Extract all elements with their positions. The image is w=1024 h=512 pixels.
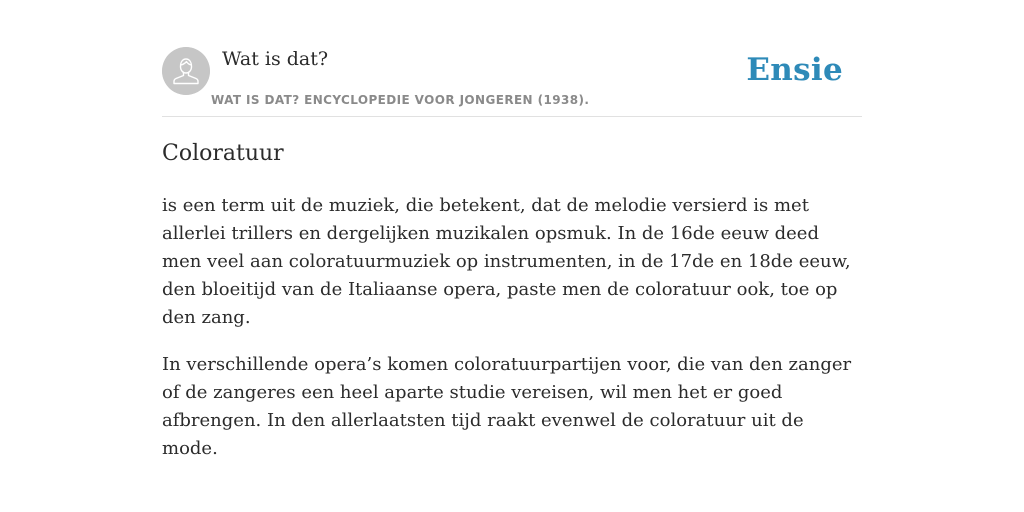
source-subtitle: WAT IS DAT? ENCYCLOPEDIE VOOR JONGEREN (1938). — [211, 93, 590, 107]
entry-paragraph: is een term uit de muziek, die betekent, dat de melodie versierd is met allerlei trillers en dergelijken muzikalen opsmuk. In de 16de eeuw deed men veel aan coloratuurmuziek op instrumenten, in de 17de en 18de eeuw, den bloeitijd van de Italiaanse opera, paste men de coloratuur ook, toe op den zang. — [162, 195, 851, 328]
avatar[interactable] — [162, 47, 210, 95]
source-header — [162, 44, 862, 117]
entry-paragraph: In verschillende opera’s komen coloratuurpartijen voor, die van den zanger of de zangeres een heel aparte studie vereisen, wil men het er goed afbrengen. In den allerlaatsten tijd raakt evenwel de coloratuur uit de mode. — [162, 354, 852, 459]
user-silhouette-icon — [162, 47, 210, 95]
source-title[interactable]: Wat is dat? — [222, 48, 329, 70]
entry-title: Coloratuur — [162, 141, 284, 166]
brand-logo[interactable]: Ensie — [746, 52, 843, 88]
entry-body — [162, 192, 862, 482]
